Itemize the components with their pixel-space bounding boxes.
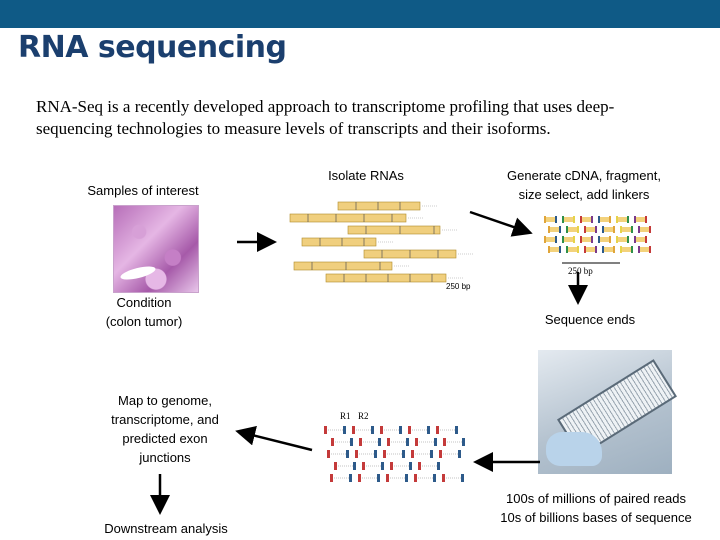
fragment-scale-label: 250 bp [568,266,593,276]
generate-line-2: size select, add linkers [518,187,650,202]
arrow-rna-to-cdna [470,212,528,232]
map-line-3: predicted exon [122,431,208,446]
map-line-2: transcriptome, and [111,412,219,427]
map-line-4: junctions [139,450,191,465]
condition-title: Condition [116,295,172,310]
arrow-reads-to-map [240,432,312,450]
read2-label: R2 [358,411,369,421]
samples-label: Samples of interest [87,183,199,198]
reads-line-2: 10s of billions bases of sequence [500,510,692,525]
map-line-1: Map to genome, [118,393,212,408]
rna-scale-label: 250 bp [446,282,471,291]
sequence-label: Sequence ends [544,312,636,327]
reads-line-1: 100s of millions of paired reads [506,491,686,506]
condition-detail: (colon tumor) [105,314,183,329]
generate-line-1: Generate cDNA, fragment, [507,168,661,183]
intro-text: RNA-Seq is a recently developed approach to transcriptome profiling that uses deep-sequencing technologies to measure levels of transcripts and their isoforms. [36,97,615,138]
read1-label: R1 [340,411,351,421]
slide-title: RNA sequencing [18,30,287,65]
isolate-label: Isolate RNAs [328,168,404,183]
downstream-label: Downstream analysis [104,521,228,536]
